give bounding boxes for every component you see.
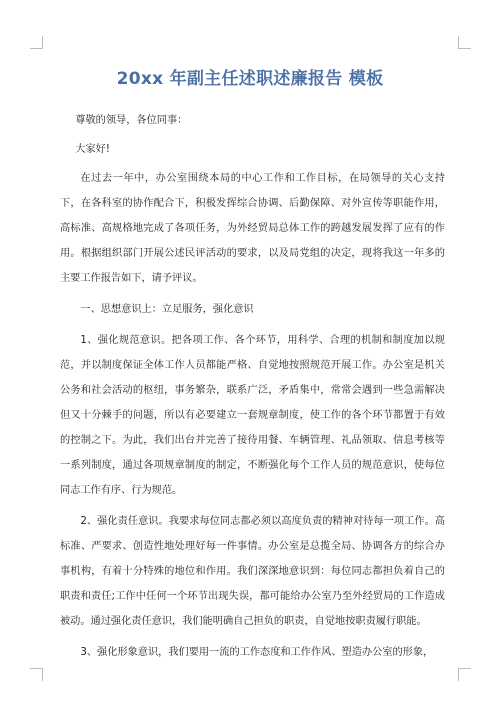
paragraph-3: 3、强化形象意识，我们要用一流的工作态度和工作作风、塑造办公室的形象， <box>80 647 434 658</box>
paragraph-intro: 在过去一年中，办公室围绕本局的中心工作和工作目标，在局领导的关心支持下，在各科室的协作配合下，积极发挥综合协调、后勤保障、对外宣传等职能作用，高标准、高规格地完成了各项任务，为外经贸局总体工作的跨越发展发挥了应有的作用。根据组织部门开展公述民评活动的要求，以及局党组的决定，现将我这一年多的主要工作报告如下，请予评议。 <box>60 173 445 284</box>
crop-mark-top-left <box>30 36 43 49</box>
greeting: 大家好! <box>75 144 110 155</box>
section-heading-1: 一、思想意识上：立足服务，强化意识 <box>80 304 254 315</box>
salutation: 尊敬的领导，各位同事： <box>75 115 188 126</box>
document-title: 20xx 年副主任述职述廉报告 模板 <box>116 69 384 89</box>
paragraph-2: 2、强化责任意识。我要求每位同志都必须以高度负责的精神对待每一项工作。高标准、严要求、创造性地处理好每一件事情。办公室是总揽全局、协调各方的综合办事机构，有着十分特殊的地位和作用。我们深深地意识到：每位同志都担负着自己的职责和责任;工作中任何一个环节出现失误，都可能给办公室乃至外经贸局的工作造成被动。通过强化责任意识，我们能明确自己担负的职责，自觉地按职责履行职能。 <box>60 516 445 627</box>
crop-mark-bottom-left <box>30 668 43 681</box>
document-body <box>60 108 445 665</box>
crop-mark-top-right <box>458 36 471 49</box>
paragraph-1: 1、强化规范意识。把各项工作、各个环节，用科学、合理的机制和制度加以规范，并以制度保证全体工作人员都能严格、自觉地按照规范开展工作。办公室是机关公务和社会活动的枢纽，事务繁杂，联系广泛，矛盾集中，常常会遇到一些急需解决但又十分棘手的问题，所以有必要建立一套规章制度，使工作的各个环节都置于有效的控制之下。为此，我们出台并完善了接待用餐、车辆管理、礼品领取、信息考核等一系列制度，通过各项规章制度的制定，不断强化每个工作人员的规范意识，使每位同志工作有序、行为规范。 <box>60 335 445 496</box>
crop-mark-bottom-right <box>458 668 471 681</box>
